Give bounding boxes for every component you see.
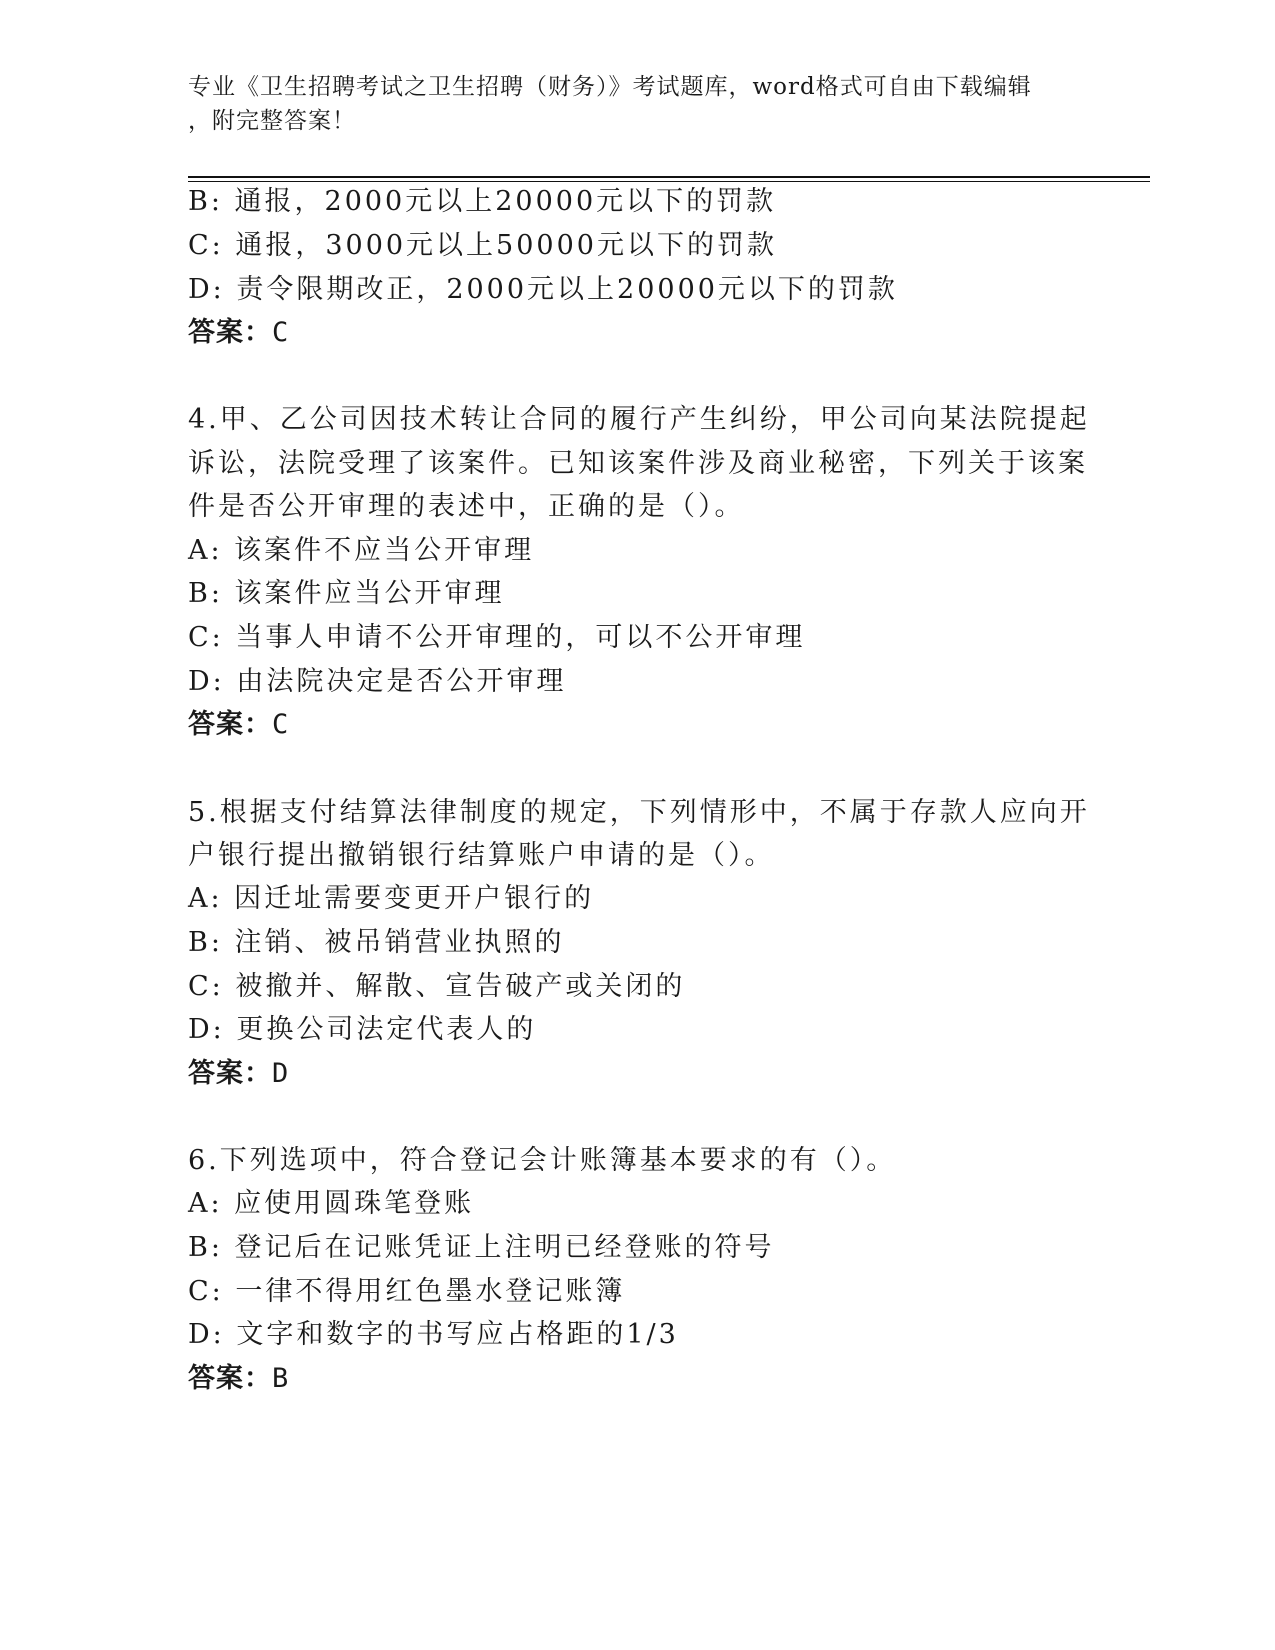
q5-option-b: B: 注销、被吊销营业执照的 xyxy=(188,927,565,958)
q3-option-b: B: 通报，2000元以上20000元以下的罚款 xyxy=(188,186,777,217)
q4-option-d: D: 由法院决定是否公开审理 xyxy=(188,666,567,697)
q4-stem-line-2: 诉讼，法院受理了该案件。已知该案件涉及商业秘密，下列关于该案 xyxy=(188,448,1088,479)
answer-label: 答案： xyxy=(188,1058,272,1089)
q4-option-b: B: 该案件应当公开审理 xyxy=(188,578,505,609)
answer-value: B xyxy=(272,1363,290,1394)
q6-option-d: D: 文字和数字的书写应占格距的1/3 xyxy=(188,1319,679,1350)
answer-value: D xyxy=(272,1058,290,1089)
q3-answer xyxy=(188,316,289,350)
header-line-2: ，附完整答案！ xyxy=(188,108,356,134)
q3-option-d: D: 责令限期改正，2000元以上20000元以下的罚款 xyxy=(188,274,898,305)
q5-stem-line-1: 5.根据支付结算法律制度的规定，下列情形中，不属于存款人应向开 xyxy=(188,797,1090,828)
q5-option-d: D: 更换公司法定代表人的 xyxy=(188,1014,537,1045)
q3-option-c: C: 通报，3000元以上50000元以下的罚款 xyxy=(188,230,777,261)
answer-value: C xyxy=(272,317,290,348)
q6-option-a: A: 应使用圆珠笔登账 xyxy=(188,1188,475,1219)
q6-stem-line-1: 6.下列选项中，符合登记会计账簿基本要求的有（）。 xyxy=(188,1145,897,1176)
q5-stem-line-2: 户银行提出撤销银行结算账户申请的是（）。 xyxy=(188,840,775,871)
answer-label: 答案： xyxy=(188,709,272,740)
answer-label: 答案： xyxy=(188,317,272,348)
q5-answer xyxy=(188,1057,289,1091)
q5-option-c: C: 被撤并、解散、宣告破产或关闭的 xyxy=(188,971,686,1002)
document-header xyxy=(188,70,1088,138)
q5-option-a: A: 因迁址需要变更开户银行的 xyxy=(188,883,595,914)
header-rule-thin xyxy=(188,181,1150,182)
header-line-1: 专业《卫生招聘考试之卫生招聘（财务）》考试题库，word格式可自由下载编辑 xyxy=(188,74,1032,100)
answer-value: C xyxy=(272,709,290,740)
q6-option-c: C: 一律不得用红色墨水登记账簿 xyxy=(188,1276,626,1307)
header-rule-thick xyxy=(188,176,1150,178)
q4-option-a: A: 该案件不应当公开审理 xyxy=(188,535,535,566)
q6-answer xyxy=(188,1362,289,1396)
q4-stem-line-3: 件是否公开审理的表述中，正确的是（）。 xyxy=(188,491,745,522)
q4-stem-line-1: 4.甲、乙公司因技术转让合同的履行产生纠纷，甲公司向某法院提起 xyxy=(188,404,1090,435)
q6-option-b: B: 登记后在记账凭证上注明已经登账的符号 xyxy=(188,1232,775,1263)
q4-option-c: C: 当事人申请不公开审理的，可以不公开审理 xyxy=(188,622,806,653)
answer-label: 答案： xyxy=(188,1363,272,1394)
q4-answer xyxy=(188,708,289,742)
